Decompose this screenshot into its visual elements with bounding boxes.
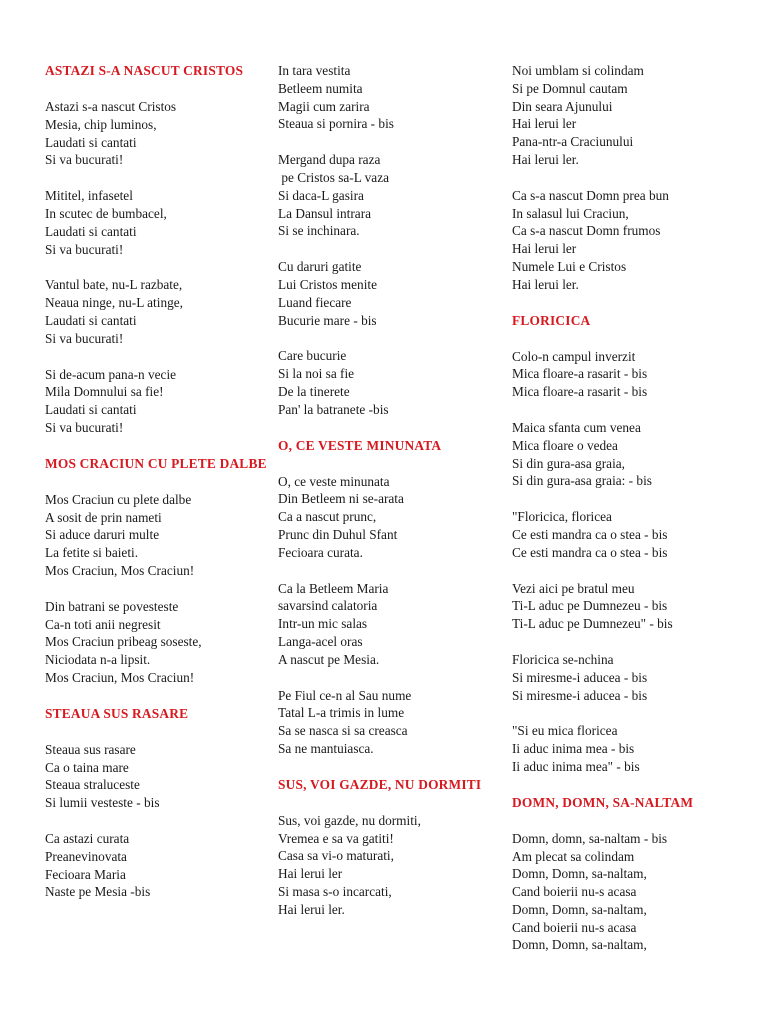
lyric-line: Hai lerui ler. — [278, 901, 345, 917]
lyric-line: Numele Lui e Cristos — [512, 258, 627, 274]
lyric-line: A nascut pe Mesia. — [278, 651, 380, 667]
lyric-line: Steaua straluceste — [45, 777, 140, 793]
stanza — [45, 98, 270, 169]
lyric-line: Sa se nasca si sa creasca — [278, 723, 408, 739]
lyric-line: La Dansul intrara — [278, 205, 372, 221]
lyric-line: Mos Craciun pribeag soseste, — [45, 634, 202, 650]
lyric-line: Mica floare o vedea — [512, 437, 618, 453]
lyric-line: Vantul bate, nu-L razbate, — [45, 277, 183, 293]
stanza — [512, 830, 752, 955]
lyric-line: Cand boierii nu-s acasa — [512, 884, 637, 900]
column-left — [45, 62, 270, 919]
lyric-line: Ca la Betleem Maria — [278, 580, 389, 596]
stanza — [278, 580, 503, 669]
lyric-line: Ti-L aduc pe Dumnezeu" - bis — [512, 616, 673, 632]
lyric-line: Si masa s-o incarcati, — [278, 883, 392, 899]
lyric-line: Hai lerui ler — [278, 866, 343, 882]
lyric-line: Ca-n toti anii negresit — [45, 616, 161, 632]
song-title: SUS, VOI GAZDE, NU DORMITI — [278, 776, 482, 792]
lyric-line: "Floricica, floricea — [512, 509, 612, 525]
lyric-line: Din batrani se povesteste — [45, 598, 179, 614]
stanza — [512, 419, 752, 490]
lyric-line: Sus, voi gazde, nu dormiti, — [278, 812, 421, 828]
lyric-line: Mititel, infasetel — [45, 188, 133, 204]
lyric-line: Si daca-L gasira — [278, 187, 364, 203]
stanza — [512, 722, 752, 775]
lyric-line: Ce esti mandra ca o stea - bis — [512, 544, 668, 560]
lyric-line: Pana-ntr-a Craciunului — [512, 134, 634, 150]
lyric-line: Steaua sus rasare — [45, 741, 136, 757]
lyric-line: Domn, Domn, sa-naltam, — [512, 866, 647, 882]
stanza — [278, 812, 503, 919]
lyric-line: Hai lerui ler. — [512, 151, 579, 167]
song-title: O, CE VESTE MINUNATA — [278, 437, 442, 453]
lyric-line: Domn, Domn, sa-naltam, — [512, 901, 647, 917]
lyric-line: Laudati si cantati — [45, 402, 137, 418]
lyric-line: Laudati si cantati — [45, 312, 137, 328]
lyric-line: Luand fiecare — [278, 294, 352, 310]
lyric-line: Pan' la batranete -bis — [278, 401, 389, 417]
lyric-line: Prunc din Duhul Sfant — [278, 526, 398, 542]
lyric-line: Astazi s-a nascut Cristos — [45, 99, 177, 114]
lyric-line: savarsind calatoria — [278, 598, 378, 614]
lyric-line: Laudati si cantati — [45, 134, 137, 150]
lyric-line: Mesia, chip luminos, — [45, 116, 157, 132]
lyric-line: Floricica se-nchina — [512, 651, 614, 667]
lyric-line: Maica sfanta cum venea — [512, 419, 641, 435]
lyric-line: Magii cum zarira — [278, 98, 370, 114]
song-title: STEAUA SUS RASARE — [45, 705, 189, 721]
lyric-line: Vremea e sa va gatiti! — [278, 830, 394, 846]
stanza — [512, 508, 752, 561]
lyric-line: Ca o taina mare — [45, 759, 129, 775]
lyric-line: Am plecat sa colindam — [512, 848, 635, 864]
stanza — [512, 651, 752, 704]
lyric-line: Si va bucurati! — [45, 419, 124, 435]
lyric-line: Cand boierii nu-s acasa — [512, 919, 637, 935]
lyric-line: Niciodata n-a lipsit. — [45, 652, 151, 668]
stanza — [512, 348, 752, 401]
lyric-line: Si va bucurati! — [45, 152, 124, 168]
lyric-line: O, ce veste minunata — [278, 473, 390, 489]
lyric-line: Si din gura-asa graia: - bis — [512, 473, 652, 489]
stanza — [45, 366, 270, 437]
stanza — [45, 598, 270, 687]
stanza — [278, 687, 503, 758]
lyric-line: Pe Fiul ce-n al Sau nume — [278, 687, 412, 703]
lyric-line: pe Cristos sa-L vaza — [278, 169, 390, 185]
song-title: ASTAZI S-A NASCUT CRISTOS — [45, 63, 244, 78]
stanza — [45, 830, 270, 901]
stanza — [278, 258, 503, 329]
lyric-line: Betleem numita — [278, 80, 363, 96]
lyric-line: Ca s-a nascut Domn prea bun — [512, 187, 669, 203]
lyric-line: Casa sa vi-o maturati, — [278, 848, 394, 864]
lyric-line: Neaua ninge, nu-L atinge, — [45, 295, 183, 311]
lyric-line: De la tinerete — [278, 383, 350, 399]
lyric-line: Fecioara Maria — [45, 866, 126, 882]
lyric-line: Intr-un mic salas — [278, 616, 368, 632]
lyric-line: Tatal L-a trimis in lume — [278, 705, 405, 721]
lyric-line: "Si eu mica floricea — [512, 723, 618, 739]
lyric-line: In scutec de bumbacel, — [45, 205, 167, 221]
column-right — [512, 62, 752, 972]
lyric-line: Si pe Domnul cautam — [512, 80, 628, 96]
lyric-line: Din seara Ajunului — [512, 98, 613, 114]
lyric-line: Mergand dupa raza — [278, 152, 381, 168]
stanza — [278, 347, 503, 418]
lyric-line: Bucurie mare - bis — [278, 312, 377, 328]
lyric-line: Si de-acum pana-n vecie — [45, 366, 177, 382]
lyric-line: Si miresme-i aducea - bis — [512, 687, 648, 703]
song-title: FLORICICA — [512, 312, 591, 328]
lyric-line: Ti-L aduc pe Dumnezeu - bis — [512, 598, 668, 614]
song-title: DOMN, DOMN, SA-NALTAM — [512, 794, 694, 810]
lyric-line: Si va bucurati! — [45, 330, 124, 346]
lyric-line: Si lumii vesteste - bis — [45, 795, 160, 811]
lyric-line: Naste pe Mesia -bis — [45, 884, 151, 900]
lyric-line: La fetite si baieti. — [45, 545, 139, 561]
lyric-line: Mos Craciun cu plete dalbe — [45, 491, 192, 507]
lyric-line: Ce esti mandra ca o stea - bis — [512, 526, 668, 542]
lyric-line: In salasul lui Craciun, — [512, 205, 629, 221]
lyric-line: Cu daruri gatite — [278, 259, 362, 275]
lyric-line: Ii aduc inima mea - bis — [512, 741, 635, 757]
lyric-line: Mica floare-a rasarit - bis — [512, 366, 648, 382]
stanza — [45, 276, 270, 347]
stanza — [45, 491, 270, 580]
stanza — [512, 187, 752, 294]
stanza — [278, 473, 503, 562]
lyric-line: Ca s-a nascut Domn frumos — [512, 223, 661, 239]
lyric-line: Mila Domnului sa fie! — [45, 384, 164, 400]
song-title: MOS CRACIUN CU PLETE DALBE — [45, 455, 267, 471]
lyric-line: Si la noi sa fie — [278, 366, 355, 382]
stanza — [45, 741, 270, 812]
lyric-line: Din Betleem ni se-arata — [278, 491, 404, 507]
lyric-line: Ii aduc inima mea" - bis — [512, 758, 640, 774]
lyric-line: Fecioara curata. — [278, 544, 363, 560]
stanza — [45, 187, 270, 258]
lyric-line: Lui Cristos menite — [278, 276, 377, 292]
lyric-line: Ca a nascut prunc, — [278, 509, 377, 525]
lyric-line: A sosit de prin nameti — [45, 509, 162, 525]
lyric-line: Ca astazi curata — [45, 830, 130, 846]
lyric-line: Care bucurie — [278, 348, 347, 364]
lyric-line: Mos Craciun, Mos Craciun! — [45, 562, 195, 578]
lyric-line: Si miresme-i aducea - bis — [512, 669, 648, 685]
lyric-line: Domn, Domn, sa-naltam, — [512, 937, 647, 953]
lyric-line: Mos Craciun, Mos Craciun! — [45, 669, 195, 685]
lyric-line: Steaua si pornira - bis — [278, 116, 394, 132]
lyric-line: In tara vestita — [278, 63, 351, 78]
lyric-line: Preanevinovata — [45, 848, 127, 864]
lyric-line: Hai lerui ler. — [512, 276, 579, 292]
stanza — [278, 62, 503, 133]
lyric-line: Domn, domn, sa-naltam - bis — [512, 830, 668, 846]
stanza — [278, 151, 503, 240]
lyric-line: Langa-acel oras — [278, 633, 363, 649]
lyric-line: Noi umblam si colindam — [512, 63, 644, 78]
lyric-line: Hai lerui ler — [512, 241, 577, 257]
lyric-line: Laudati si cantati — [45, 223, 137, 239]
stanza — [512, 62, 752, 169]
lyric-line: Si se inchinara. — [278, 223, 360, 239]
lyric-line: Sa ne mantuiasca. — [278, 740, 374, 756]
lyric-line: Si din gura-asa graia, — [512, 455, 625, 471]
stanza — [512, 580, 752, 633]
lyric-line: Si va bucurati! — [45, 241, 124, 257]
lyric-line: Si aduce daruri multe — [45, 527, 160, 543]
lyric-line: Vezi aici pe bratul meu — [512, 580, 635, 596]
lyric-line: Mica floare-a rasarit - bis — [512, 384, 648, 400]
column-middle — [278, 62, 503, 936]
lyric-line: Hai lerui ler — [512, 116, 577, 132]
lyric-line: Colo-n campul inverzit — [512, 348, 636, 364]
